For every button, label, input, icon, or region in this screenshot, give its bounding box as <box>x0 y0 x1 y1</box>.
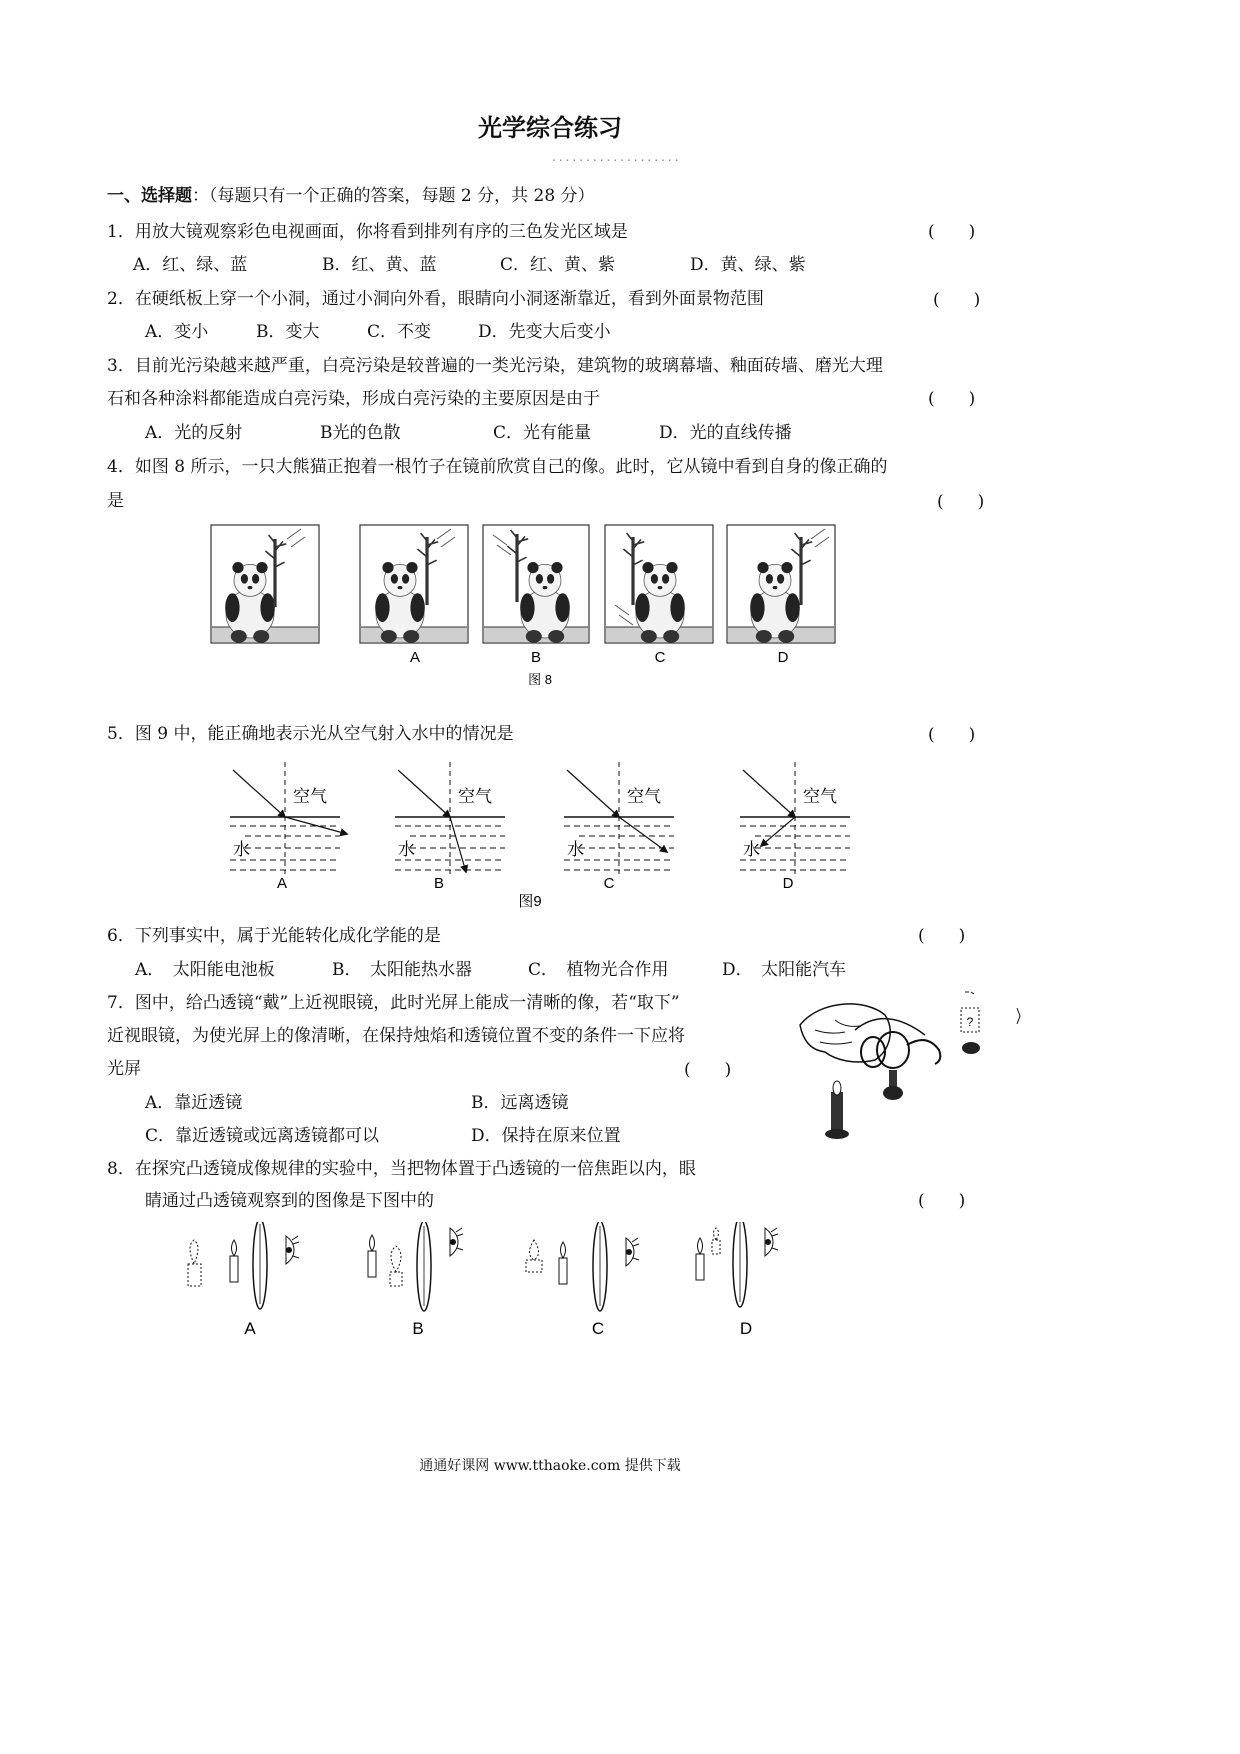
panda-option-c-image <box>605 525 713 643</box>
fig8-label-a: A <box>409 649 421 666</box>
question-7-line-2: 近视眼镜，为使光屏上的像清晰，在保持烛焰和透镜位置不变的条件一下应将 <box>107 1026 685 1046</box>
q3-option-b: B光的色散 <box>320 423 401 443</box>
fig8-caption: 图 8 <box>528 672 552 687</box>
question-7-line-1: 7．图中，给凸透镜“戴”上近视眼镜，此时光屏上能成一清晰的像，若“取下” <box>107 993 680 1013</box>
diagram-b-air-label: 空气 <box>458 787 492 806</box>
lens-label-a: A <box>244 1319 256 1338</box>
answer-blank-7: ( ) <box>684 1060 732 1080</box>
diagram-c-water-label: 水 <box>567 840 584 859</box>
q3-option-d: D．光的直线传播 <box>659 423 792 443</box>
lens-label-d: D <box>739 1319 753 1338</box>
q6-option-a: A． 太阳能电池板 <box>135 960 275 980</box>
question-1-text: 1．用放大镜观察彩色电视画面，你将看到排列有序的三色发光区域是 <box>107 222 628 242</box>
figure-lens-images <box>180 1222 800 1342</box>
refraction-diagram-a <box>230 762 347 874</box>
section-heading-note: ：（每题只有一个正确的答案，每题 2 分，共 28 分） <box>192 186 595 206</box>
refraction-diagram-b <box>395 762 505 874</box>
q1-option-b: B．红、黄、蓝 <box>322 255 437 275</box>
q7-option-b: B．远离透镜 <box>471 1093 569 1113</box>
q7-option-d: D．保持在原来位置 <box>471 1126 621 1146</box>
answer-blank-2: ( ) <box>933 290 981 310</box>
answer-blank-1: ( ) <box>928 222 976 242</box>
panda-option-b-image <box>483 525 589 643</box>
title-dots: ................... <box>552 150 682 164</box>
fig9-label-d: D <box>782 875 794 892</box>
answer-blank-8: ( ) <box>918 1191 966 1211</box>
q2-option-b: B．变大 <box>256 322 320 342</box>
fig9-label-c: C <box>603 875 615 892</box>
refraction-diagram-c <box>564 762 674 874</box>
q1-option-c: C．红、黄、紫 <box>500 255 616 275</box>
question-2-text: 2．在硬纸板上穿一个小洞，通过小洞向外看，眼睛向小洞逐渐靠近，看到外面景物范围 <box>107 289 764 309</box>
section-heading <box>107 181 595 206</box>
answer-blank-6: ( ) <box>918 926 966 946</box>
question-4-line-2: 是 <box>107 491 124 511</box>
panda-original <box>211 525 319 643</box>
diagram-d-water-label: 水 <box>743 840 760 859</box>
question-7-line-3: 光屏 <box>107 1059 141 1079</box>
answer-blank-3: ( ) <box>928 389 976 409</box>
q2-option-c: C．不变 <box>367 322 432 342</box>
section-heading-label: 一、选择题 <box>107 186 192 206</box>
fig8-label-c: C <box>654 649 666 666</box>
q2-option-d: D．先变大后变小 <box>478 322 611 342</box>
diagram-b-water-label: 水 <box>398 840 415 859</box>
q6-option-c: C． 植物光合作用 <box>528 960 669 980</box>
q7-option-a: A．靠近透镜 <box>145 1093 243 1113</box>
fig8-label-d: D <box>777 649 789 666</box>
lens-option-c-diagram <box>526 1222 639 1311</box>
answer-blank-5: ( ) <box>928 725 976 745</box>
q3-option-c: C．光有能量 <box>493 423 592 443</box>
figure-8-panda-mirrors <box>205 515 850 695</box>
fig8-label-b: B <box>530 649 542 666</box>
fig9-label-b: B <box>433 875 445 892</box>
lens-label-c: C <box>591 1319 605 1338</box>
q2-option-a: A．变小 <box>145 322 209 342</box>
refraction-diagram-d <box>740 762 850 874</box>
answer-blank-4: ( ) <box>937 492 985 512</box>
question-8-line-2: 睛通过凸透镜观察到的图像是下图中的 <box>145 1191 434 1211</box>
diagram-a-water-label: 水 <box>233 840 250 859</box>
figure-9-refraction <box>225 762 865 912</box>
page-title: 光学综合练习 <box>478 113 622 142</box>
lens-option-b-diagram <box>368 1222 463 1311</box>
fig9-caption: 图9 <box>518 893 542 910</box>
q1-option-d: D．黄、绿、紫 <box>690 255 806 275</box>
diagram-a-air-label: 空气 <box>293 787 327 806</box>
footer-source: 通通好课网 www.tthaoke.com 提供下载 <box>419 1458 681 1474</box>
q6-option-d: D． 太阳能汽车 <box>722 960 847 980</box>
svg-text:?: ? <box>966 1015 974 1029</box>
lens-option-a-diagram <box>188 1222 299 1309</box>
question-6-text: 6．下列事实中，属于光能转化成化学能的是 <box>107 926 441 946</box>
diagram-d-air-label: 空气 <box>803 787 837 806</box>
lens-glasses-illustration <box>795 990 1030 1140</box>
q6-option-b: B． 太阳能热水器 <box>332 960 472 980</box>
fig9-label-a: A <box>276 875 288 892</box>
q1-option-a: A．红、绿、蓝 <box>133 255 248 275</box>
q7-option-c: C．靠近透镜或远离透镜都可以 <box>145 1126 380 1146</box>
question-4-line-1: 4．如图 8 所示，一只大熊猫正抱着一根竹子在镜前欣赏自己的像。此时，它从镜中看到自身的像正确的 <box>107 457 888 477</box>
diagram-c-air-label: 空气 <box>627 787 661 806</box>
q3-option-a: A．光的反射 <box>145 423 243 443</box>
lens-option-d-diagram <box>696 1222 778 1307</box>
panda-option-d-image <box>727 525 835 643</box>
question-8-line-1: 8．在探究凸透镜成像规律的实验中，当把物体置于凸透镜的一倍焦距以内，眼 <box>107 1159 696 1179</box>
question-5-text: 5．图 9 中，能正确地表示光从空气射入水中的情况是 <box>107 724 514 744</box>
question-3-line-1: 3．目前光污染越来越严重，白亮污染是较普遍的一类光污染，建筑物的玻璃幕墙、釉面砖墙、磨光大理 <box>107 356 883 376</box>
panda-option-a-image <box>360 525 468 643</box>
question-3-line-2: 石和各种涂料都能造成白亮污染，形成白亮污染的主要原因是由于 <box>107 389 600 409</box>
lens-label-b: B <box>412 1319 424 1338</box>
